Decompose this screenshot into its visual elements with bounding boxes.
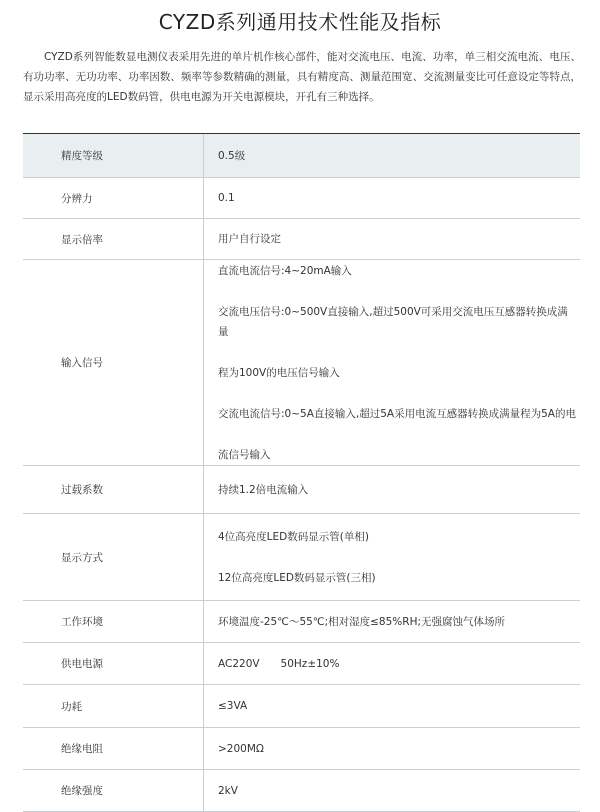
spec-value: 交流电压信号:0~500V直接输入,超过500V可采用交流电压互感器转换成满量 xyxy=(218,305,568,338)
spec-value-cell xyxy=(204,466,580,513)
spacer xyxy=(218,547,576,568)
spacer xyxy=(218,424,576,445)
spec-label: 分辨力 xyxy=(23,178,204,218)
spec-value-cell xyxy=(204,601,580,642)
spec-label: 供电电源 xyxy=(23,643,204,684)
spec-label: 绝缘电阻 xyxy=(23,728,204,769)
spec-value-cell xyxy=(204,685,580,727)
spec-value: 0.5级 xyxy=(218,149,246,162)
spec-value: 流信号输入 xyxy=(218,448,271,461)
spacer xyxy=(218,383,576,404)
spec-row-environment xyxy=(23,601,580,643)
spec-row-insulation-strength xyxy=(23,770,580,812)
spec-label: 过载系数 xyxy=(23,466,204,513)
spec-value-cell xyxy=(204,134,580,177)
spec-row-overload xyxy=(23,466,580,514)
spec-value-cell xyxy=(204,219,580,259)
spec-value-cell xyxy=(204,643,580,684)
spec-label: 功耗 xyxy=(23,685,204,727)
spec-row-power-consumption xyxy=(23,685,580,728)
spec-value: 持续1.2倍电流输入 xyxy=(218,483,309,496)
intro-paragraph: CYZD系列智能数显电测仪表采用先进的单片机作核心部件，能对交流电压、电流、功率，单三相交流电流、电压、有功功率、无功功率、功率因数、频率等参数精确的测量，具有精度高、测量范围宽、交流测量变比可任意设定等特点，显示采用高亮度的LED数码管，供电电源为开关电源模块，开孔有三种选择。 xyxy=(23,51,581,103)
spec-value: 2kV xyxy=(218,784,238,797)
spec-value: 环境温度-25℃～55℃;相对湿度≤85%RH;无强腐蚀气体场所 xyxy=(218,615,505,628)
spec-value: 交流电流信号:0~5A直接输入,超过5A采用电流互感器转换成满量程为5A的电 xyxy=(218,407,576,420)
spacer xyxy=(218,281,576,302)
spec-value: 12位高亮度LED数码显示管(三相) xyxy=(218,571,376,584)
spec-value-cell xyxy=(204,770,580,811)
spec-row-display-ratio xyxy=(23,219,580,260)
spec-row-accuracy xyxy=(23,134,580,178)
spacer xyxy=(218,342,576,363)
spec-table xyxy=(23,133,580,812)
spec-label: 显示方式 xyxy=(23,514,204,600)
spec-value: 直流电流信号:4~20mA输入 xyxy=(218,264,352,277)
spec-value: 用户自行设定 xyxy=(218,233,281,245)
spec-value: >200MΩ xyxy=(218,742,264,755)
spec-label: 绝缘强度 xyxy=(23,770,204,811)
spec-value-cell xyxy=(204,514,580,600)
spec-row-display-mode xyxy=(23,514,580,601)
spec-row-resolution xyxy=(23,178,580,219)
spec-row-insulation-resistance xyxy=(23,728,580,770)
spec-value: 0.1 xyxy=(218,192,235,204)
spec-row-power-supply xyxy=(23,643,580,685)
spec-value: AC220V 50Hz±10% xyxy=(218,657,340,670)
spec-value: ≤3VA xyxy=(218,700,248,712)
spec-value: 程为100V的电压信号输入 xyxy=(218,366,340,379)
spec-value-cell xyxy=(204,178,580,218)
spec-value-cell xyxy=(204,260,580,465)
spec-row-input-signal xyxy=(23,260,580,466)
spec-label: 工作环境 xyxy=(23,601,204,642)
spec-label: 输入信号 xyxy=(23,260,204,465)
spec-label: 精度等级 xyxy=(23,134,204,177)
spec-value: 4位高亮度LED数码显示管(单相) xyxy=(218,530,369,543)
spec-label: 显示倍率 xyxy=(23,219,204,259)
page-title: CYZD系列通用技术性能及指标 xyxy=(158,10,442,34)
spec-value-cell xyxy=(204,728,580,769)
